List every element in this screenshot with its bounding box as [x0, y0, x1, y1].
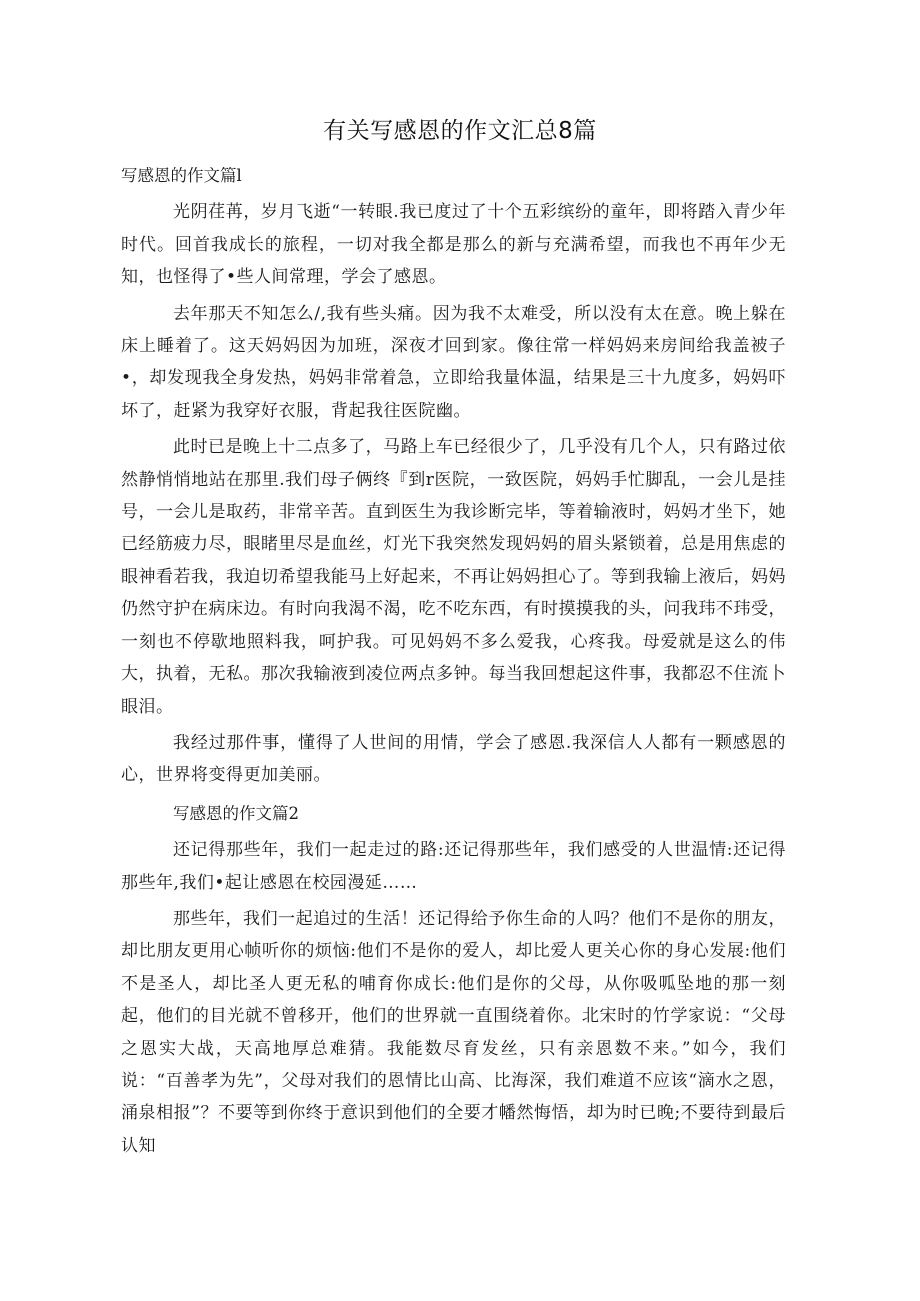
paragraph: 去年那天不知怎么/,我有些头痛。因为我不太难受，所以没有太在意。晚上躲在床上睡着了。这天妈妈因为加班，深夜才回到家。像往常一样妈妈来房间给我盖被子•，却发现我全身发热，妈妈非常着急，立即给我量体温，结果是三十九度多，妈妈吓坏了，赶紧为我穿好衣服，背起我往医院幽。	[121, 303, 786, 421]
section-heading-1: 写感恩的作文篇l	[121, 166, 242, 185]
paragraph: 光阴荏苒，岁月飞逝“一转眼.我已度过了十个五彩缤纷的童年，即将踏入青少年时代。回首我成长的旅程，一切对我全都是那么的新与充满希望，而我也不再年少无知，也怪得了•些人间常理，学会了感恩。	[121, 202, 786, 288]
paragraph: 此时已是晚上十二点多了，马路上车已经很少了，几乎没有几个人，只有路过依然静悄悄地站在那里.我们母子俩终『到r医院，一致医院，妈妈手忙脚乱，一会儿是挂号，一会儿是取药，非常辛苦。直到医生为我诊断完毕，等着输液时，妈妈才坐下，她已经筋疲力尽，眼睹里尽是血丝，灯光下我突然发现妈妈的眉头紧锁着，总是用焦虑的眼神看若我，我迫切希望我能马上好起来，不再让妈妈担心了。等到我输上液后，妈妈仍然守护在病床边。有时向我渴不渴，吃不吃东西，有时摸摸我的头，问我玮不玮受，一刻也不停歇地照料我，呵护我。可见妈妈不多么爱我，心疼我。母爱就是这么的伟大，执着，无私。那次我输液到凌位两点多钟。每当我回想起这件事，我都忍不住流卜眼泪。	[121, 437, 786, 717]
document-title: 有关写感恩的作文汇总8篇	[323, 118, 597, 144]
paragraph: 我经过那件事，懂得了人世间的用情，学会了感恩.我深信人人都有一颗感恩的心，世界将变得更加美丽。	[121, 732, 786, 786]
section-heading-2: 写感恩的作文篇2	[173, 803, 299, 823]
document-body	[121, 160, 786, 1166]
paragraph: 那些年，我们一起追过的生活！还记得给予你生命的人吗？他们不是你的朋友，却比朋友更用心帧听你的烦恼:他们不是你的爱人，却比爱人更关心你的身心发展:他们不是圣人，却比圣人更无私的哺育你成长:他们是你的父母，从你吸呱坠地的那一刻起，他们的目光就不曾移开，他们的世界就一直围绕着你。北宋时的竹学家说：“父母之恩实大战，天高地厚总难猜。我能数尽育发丝，只有亲恩数不来。”如今，我们说：“百善孝为先”，父母对我们的恩情比山高、比海深，我们难道不应该“滴水之恩，涌泉相报”？不要等到你终于意识到他们的全要才幡然悔悟，却为时已晚;不要待到最后认知	[121, 908, 786, 1156]
paragraph: 还记得那些年，我们一起走过的路:还记得那些年，我们感受的人世温情:还记得那些年,我们•起让感恩在校园漫延……	[121, 840, 786, 893]
